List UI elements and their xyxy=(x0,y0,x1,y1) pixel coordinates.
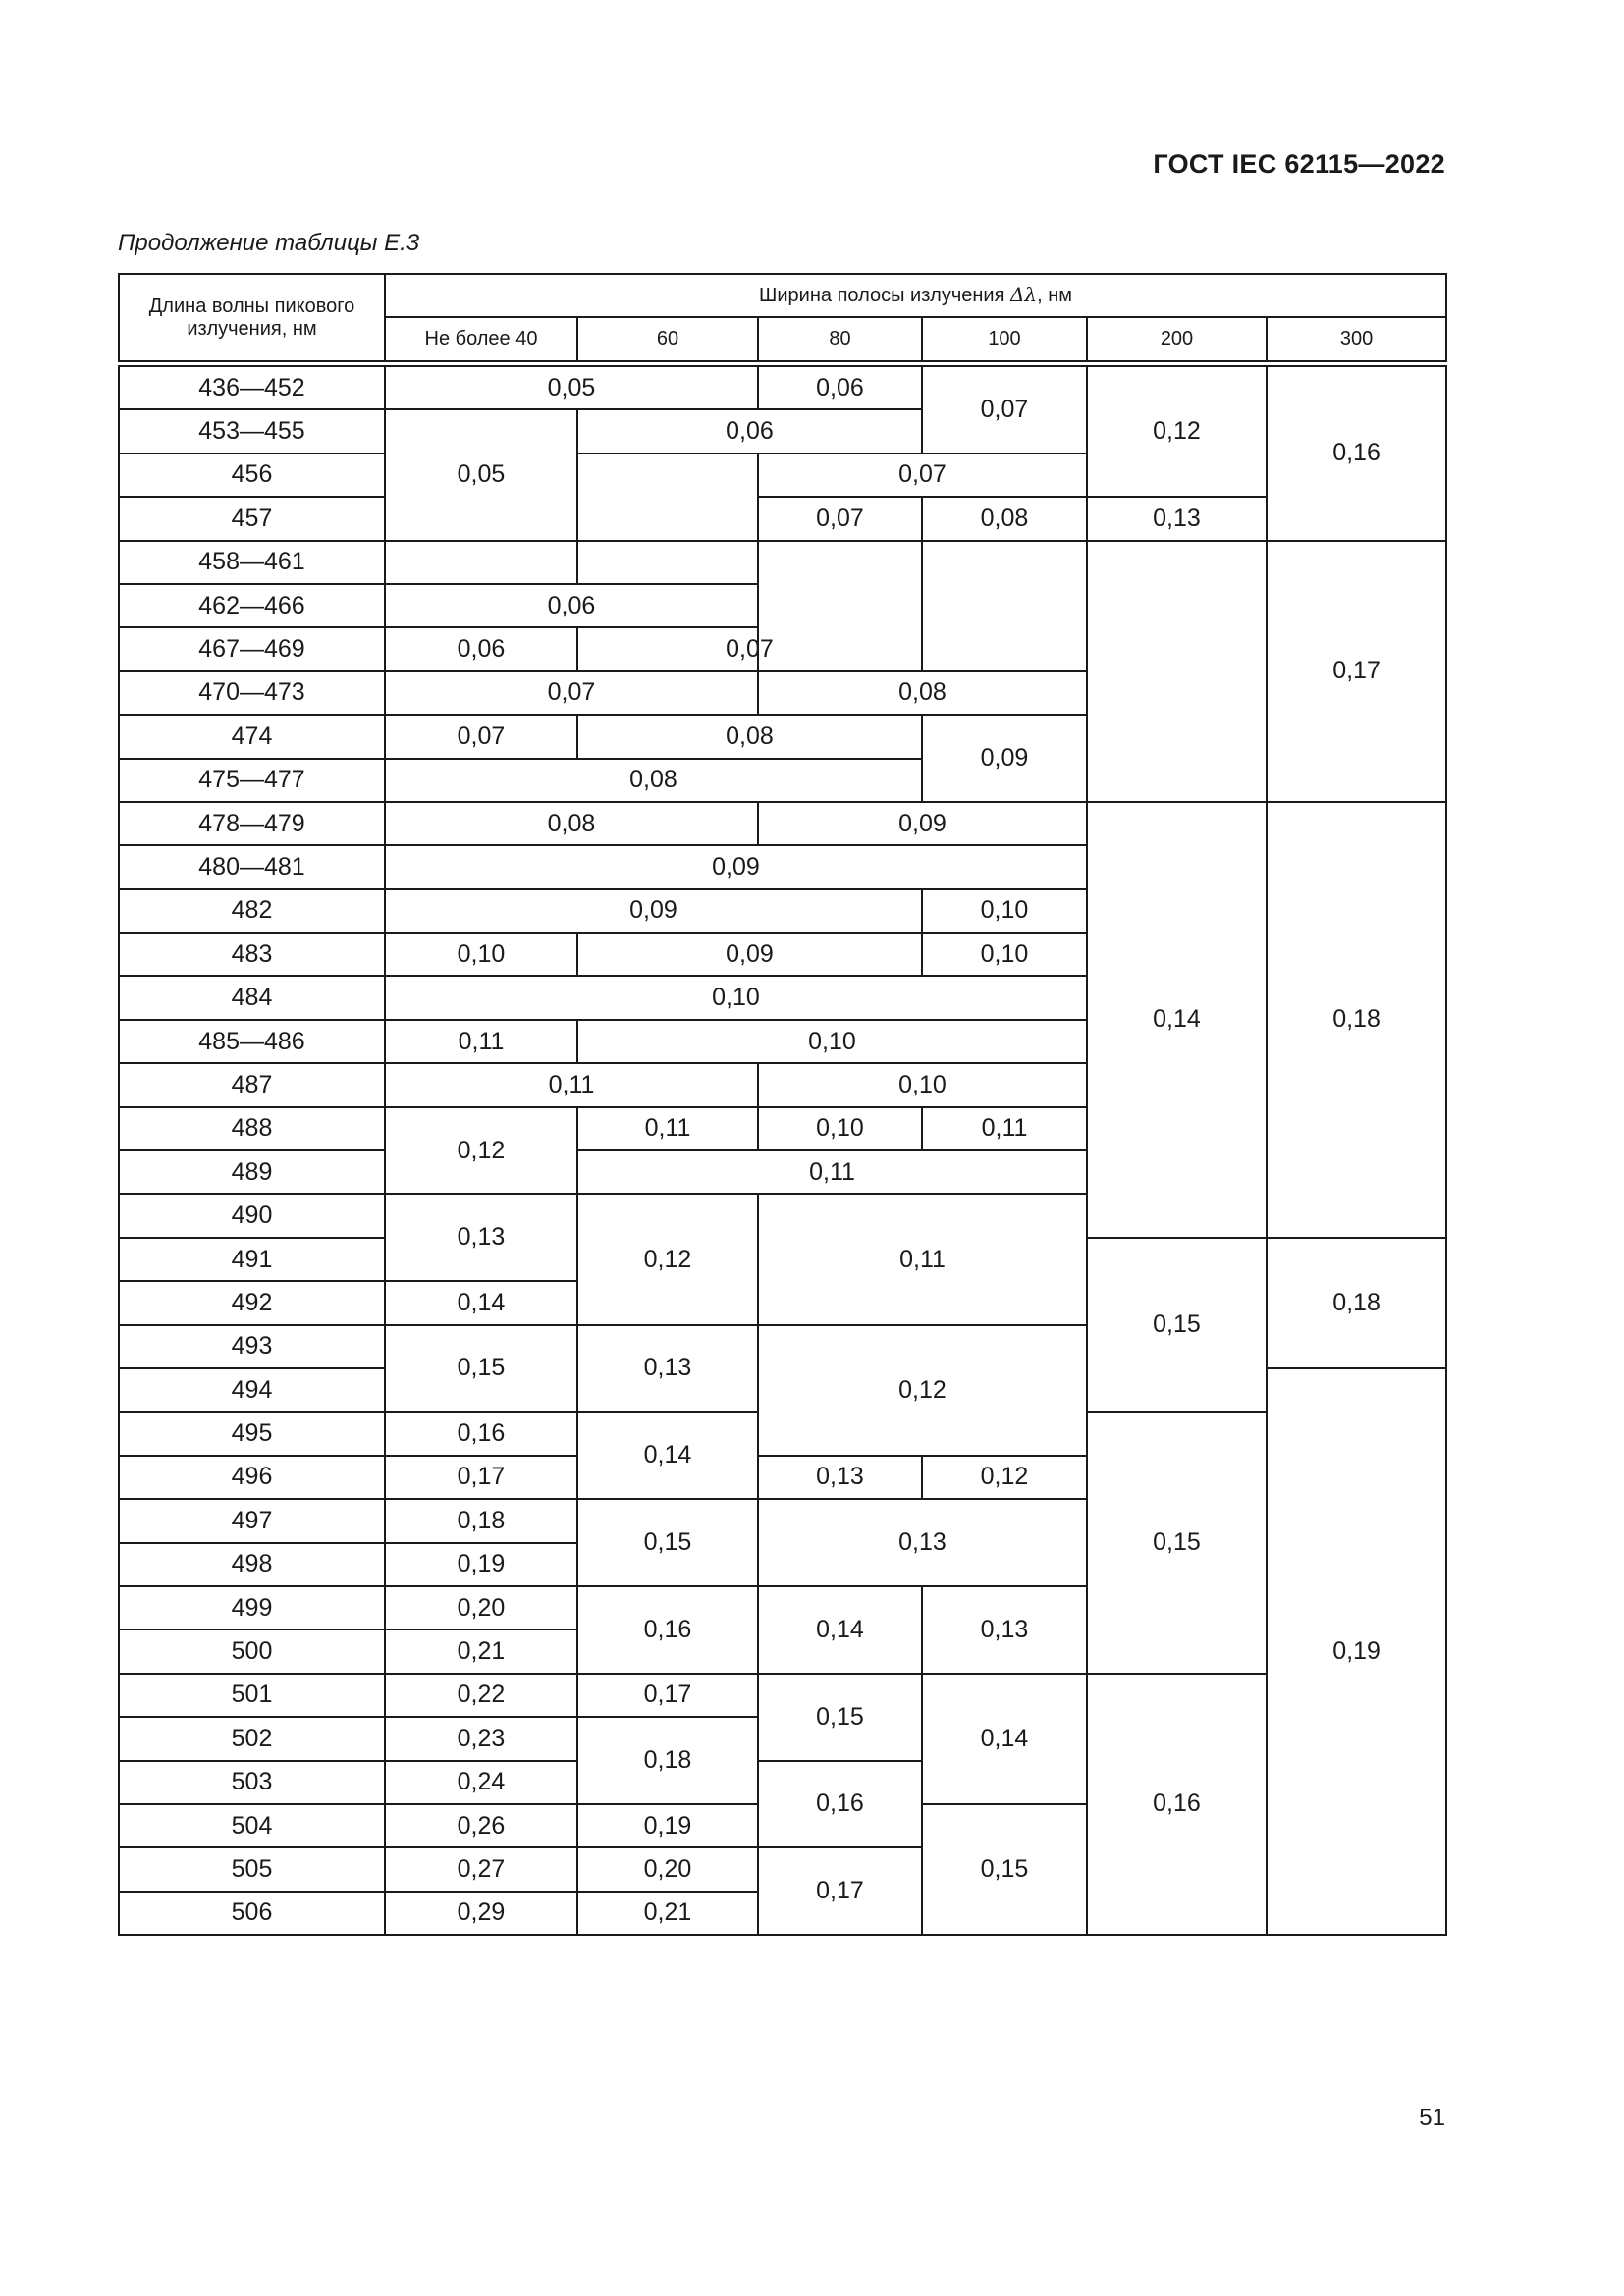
wavelength-cell: 488 xyxy=(119,1107,385,1150)
value-cell: 0,11 xyxy=(577,1150,1087,1194)
value-cell: 0,14 xyxy=(758,1586,922,1674)
value-cell: 0,17 xyxy=(577,1674,758,1717)
wavelength-cell: 493 xyxy=(119,1325,385,1368)
value-cell: 0,10 xyxy=(922,933,1087,976)
empty-cell xyxy=(577,454,758,541)
value-cell: 0,12 xyxy=(577,1194,758,1324)
value-cell: 0,10 xyxy=(758,1107,922,1150)
value-cell: 0,06 xyxy=(577,409,922,453)
value-cell: 0,18 xyxy=(385,1499,577,1542)
header-col-40: Не более 40 xyxy=(385,317,577,364)
value-cell: 0,12 xyxy=(385,1107,577,1195)
value-cell: 0,06 xyxy=(385,627,577,670)
wavelength-cell: 458—461 xyxy=(119,541,385,584)
value-cell: 0,11 xyxy=(577,1107,758,1150)
value-cell: 0,11 xyxy=(758,1194,1087,1324)
page-number: 51 xyxy=(1419,2105,1445,2131)
value-cell: 0,17 xyxy=(1267,541,1446,802)
value-cell: 0,16 xyxy=(758,1761,922,1848)
wavelength-cell: 462—466 xyxy=(119,584,385,627)
value-cell: 0,12 xyxy=(922,1456,1087,1499)
value-cell: 0,07 xyxy=(385,671,758,715)
value-cell: 0,08 xyxy=(577,715,922,758)
value-cell: 0,07 xyxy=(758,497,922,540)
wavelength-cell: 436—452 xyxy=(119,364,385,410)
value-cell: 0,13 xyxy=(758,1499,1087,1586)
wavelength-cell: 483 xyxy=(119,933,385,976)
header-col-80: 80 xyxy=(758,317,922,364)
value-cell: 0,13 xyxy=(577,1325,758,1413)
value-cell: 0,14 xyxy=(385,1281,577,1324)
wavelength-cell: 506 xyxy=(119,1892,385,1935)
wavelength-cell: 496 xyxy=(119,1456,385,1499)
value-cell: 0,29 xyxy=(385,1892,577,1935)
value-cell: 0,24 xyxy=(385,1761,577,1804)
value-cell: 0,11 xyxy=(922,1107,1087,1150)
value-cell: 0,07 xyxy=(922,364,1087,454)
wavelength-cell: 504 xyxy=(119,1804,385,1847)
value-cell: 0,05 xyxy=(385,364,758,410)
delta-lambda-symbol: Δλ xyxy=(1009,283,1038,306)
wavelength-cell: 482 xyxy=(119,889,385,933)
value-cell: 0,15 xyxy=(1087,1238,1267,1413)
value-cell: 0,13 xyxy=(1087,497,1267,540)
value-cell: 0,11 xyxy=(385,1063,758,1106)
value-cell: 0,18 xyxy=(577,1717,758,1804)
value-cell: 0,23 xyxy=(385,1717,577,1760)
value-cell: 0,09 xyxy=(922,715,1087,802)
value-cell: 0,05 xyxy=(385,409,577,540)
value-cell: 0,17 xyxy=(758,1847,922,1935)
wavelength-cell: 495 xyxy=(119,1412,385,1455)
value-cell: 0,15 xyxy=(577,1499,758,1586)
wavelength-cell: 501 xyxy=(119,1674,385,1717)
wavelength-cell: 497 xyxy=(119,1499,385,1542)
header-col-300: 300 xyxy=(1267,317,1446,364)
header-col-200: 200 xyxy=(1087,317,1267,364)
wavelength-cell: 492 xyxy=(119,1281,385,1324)
bandwidth-table xyxy=(118,273,1447,1936)
value-cell: 0,10 xyxy=(577,1020,1087,1063)
header-bandwidth-unit: , нм xyxy=(1037,285,1073,306)
value-cell: 0,08 xyxy=(758,671,1087,715)
wavelength-cell: 480—481 xyxy=(119,845,385,888)
wavelength-cell: 457 xyxy=(119,497,385,540)
value-cell: 0,15 xyxy=(758,1674,922,1761)
wavelength-cell: 456 xyxy=(119,454,385,497)
value-cell: 0,10 xyxy=(385,976,1087,1019)
empty-cell xyxy=(922,541,1087,671)
value-cell: 0,20 xyxy=(385,1586,577,1629)
header-wavelength: Длина волны пикового излучения, нм xyxy=(119,274,385,364)
value-cell: 0,08 xyxy=(385,802,758,845)
wavelength-cell: 485—486 xyxy=(119,1020,385,1063)
value-cell: 0,09 xyxy=(385,845,1087,888)
document-code: ГОСТ IEC 62115—2022 xyxy=(1153,149,1445,179)
value-cell: 0,14 xyxy=(922,1674,1087,1804)
value-cell: 0,21 xyxy=(577,1892,758,1935)
table-row xyxy=(119,497,1446,540)
header-bandwidth-text: Ширина полосы излучения xyxy=(759,285,1010,306)
wavelength-cell: 487 xyxy=(119,1063,385,1106)
value-cell: 0,16 xyxy=(385,1412,577,1455)
wavelength-cell: 489 xyxy=(119,1150,385,1194)
value-cell: 0,20 xyxy=(577,1847,758,1891)
wavelength-cell: 467—469 xyxy=(119,627,385,670)
value-cell: 0,18 xyxy=(1267,802,1446,1238)
wavelength-cell: 475—477 xyxy=(119,759,385,802)
wavelength-cell: 502 xyxy=(119,1717,385,1760)
value-cell: 0,10 xyxy=(922,889,1087,933)
value-cell: 0,07 xyxy=(385,715,577,758)
value-cell: 0,06 xyxy=(385,584,758,627)
empty-cell xyxy=(385,541,577,584)
value-cell: 0,17 xyxy=(385,1456,577,1499)
value-cell: 0,27 xyxy=(385,1847,577,1891)
value-cell: 0,21 xyxy=(385,1629,577,1673)
table-row xyxy=(119,1674,1446,1717)
empty-cell xyxy=(1087,541,1267,802)
wavelength-cell: 494 xyxy=(119,1368,385,1412)
wavelength-cell: 505 xyxy=(119,1847,385,1891)
value-cell: 0,08 xyxy=(385,759,922,802)
value-cell: 0,13 xyxy=(385,1194,577,1281)
value-cell: 0,11 xyxy=(385,1020,577,1063)
value-cell: 0,22 xyxy=(385,1674,577,1717)
wavelength-cell: 490 xyxy=(119,1194,385,1237)
value-cell: 0,19 xyxy=(577,1804,758,1847)
value-cell: 0,14 xyxy=(577,1412,758,1499)
value-cell: 0,13 xyxy=(922,1586,1087,1674)
wavelength-cell: 478—479 xyxy=(119,802,385,845)
value-cell: 0,09 xyxy=(758,802,1087,845)
value-cell: 0,07 xyxy=(758,454,1087,497)
value-cell: 0,16 xyxy=(1267,364,1446,541)
wavelength-cell: 484 xyxy=(119,976,385,1019)
table-row xyxy=(119,802,1446,845)
value-cell: 0,15 xyxy=(385,1325,577,1413)
table-row xyxy=(119,364,1446,410)
value-cell: 0,09 xyxy=(577,933,922,976)
value-cell: 0,08 xyxy=(922,497,1087,540)
value-cell: 0,12 xyxy=(1087,364,1267,498)
wavelength-cell: 498 xyxy=(119,1543,385,1586)
empty-cell xyxy=(577,541,758,584)
wavelength-cell: 470—473 xyxy=(119,671,385,715)
wavelength-cell: 453—455 xyxy=(119,409,385,453)
wavelength-cell: 474 xyxy=(119,715,385,758)
table-caption: Продолжение таблицы Е.3 xyxy=(118,230,420,256)
value-cell: 0,15 xyxy=(922,1804,1087,1935)
value-cell: 0,14 xyxy=(1087,802,1267,1238)
value-cell: 0,16 xyxy=(577,1586,758,1674)
header-bandwidth xyxy=(385,274,1446,317)
wavelength-cell: 491 xyxy=(119,1238,385,1281)
value-cell: 0,06 xyxy=(758,364,922,410)
wavelength-cell: 500 xyxy=(119,1629,385,1673)
wavelength-cell: 499 xyxy=(119,1586,385,1629)
table-row xyxy=(119,541,1446,584)
header-col-100: 100 xyxy=(922,317,1087,364)
value-cell: 0,07 xyxy=(577,627,922,670)
value-cell: 0,10 xyxy=(385,933,577,976)
value-cell: 0,12 xyxy=(758,1325,1087,1456)
value-cell: 0,10 xyxy=(758,1063,1087,1106)
value-cell: 0,19 xyxy=(385,1543,577,1586)
value-cell: 0,13 xyxy=(758,1456,922,1499)
value-cell: 0,16 xyxy=(1087,1674,1267,1935)
value-cell: 0,09 xyxy=(385,889,922,933)
value-cell: 0,15 xyxy=(1087,1412,1267,1673)
value-cell: 0,26 xyxy=(385,1804,577,1847)
value-cell: 0,19 xyxy=(1267,1368,1446,1935)
wavelength-cell: 503 xyxy=(119,1761,385,1804)
value-cell: 0,18 xyxy=(1267,1238,1446,1368)
header-col-60: 60 xyxy=(577,317,758,364)
